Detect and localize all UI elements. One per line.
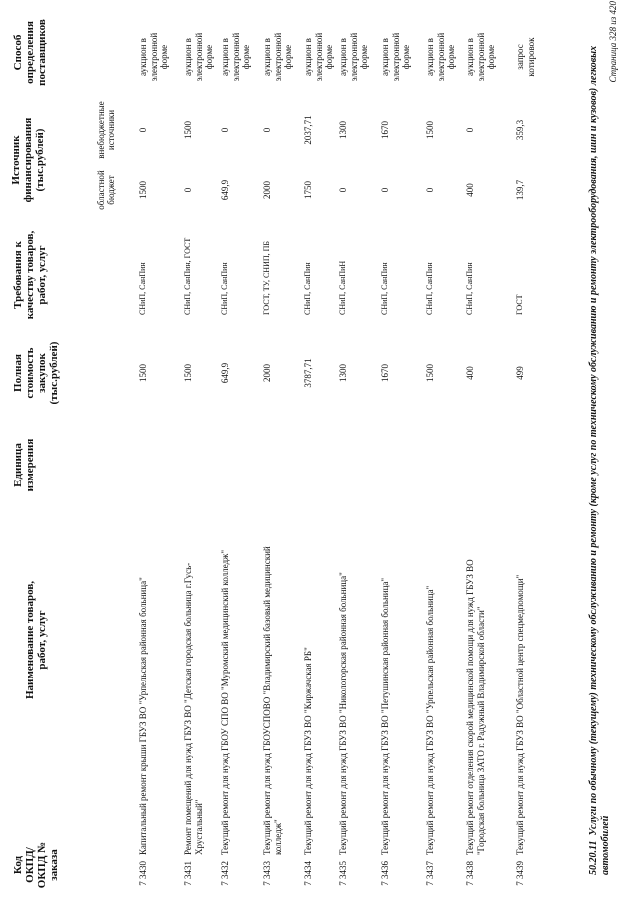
row-name: Текущий ремонт для нужд ГБОУСПОВО "Владимирский базовый медицинский колледж" — [262, 546, 283, 855]
row-requirements: СНиП, СанПин — [220, 262, 229, 315]
row-cost: 400 — [465, 366, 475, 380]
row-budget: 400 — [465, 183, 475, 197]
row-requirements: СНиП, СанПин — [303, 262, 312, 315]
row-method: аукцион в электронной форме — [338, 32, 369, 82]
row-extra: 2037,71 — [303, 115, 313, 145]
header-method: Способ определения поставщиков — [12, 19, 48, 86]
header-source-budget: областной бюджет — [96, 170, 116, 210]
row-requirements: СНиП, СанПиН — [338, 260, 347, 315]
row-cost: 1500 — [425, 364, 435, 382]
section-code: 50.20.11 — [588, 840, 599, 875]
row-method: аукцион в электронной форме — [220, 32, 251, 82]
row-name: Текущий ремонт для нужд ГБУЗ ВО "Петушинская районная больница" — [380, 577, 390, 855]
row-extra: 1500 — [183, 121, 193, 139]
row-name: Текущий ремонт для нужд ГБУЗ ВО "Киржачская РБ" — [303, 647, 313, 855]
row-method: аукцион в электронной форме — [465, 32, 496, 82]
row-requirements: СНиП, СанПин — [425, 262, 434, 315]
header-source-extra: внебюджетные источники — [96, 101, 116, 159]
row-budget: 1500 — [138, 181, 148, 199]
header-name: Наименование товаров, работ, услуг — [24, 580, 48, 700]
row-method: аукцион в электронной форме — [380, 32, 411, 82]
row-budget: 0 — [380, 187, 390, 193]
row-budget: 1750 — [303, 181, 313, 199]
row-number: 7 3436 — [380, 861, 390, 886]
header-cost: Полная стоимость закупок (тыс.рублей) — [12, 341, 60, 405]
row-budget: 0 — [338, 187, 348, 193]
row-extra: 0 — [138, 127, 148, 133]
row-budget: 139,7 — [515, 179, 525, 201]
header-source: Источник финансирования (тыс.рублей) — [10, 117, 46, 203]
row-budget: 2000 — [262, 181, 272, 199]
section-text: Услуги по обычному (текущему) техническому обслуживанию и ремонту (кроме услуг по техническому обслуживанию и ремонту электрооборудования, шин и кузовов) легковых автомобилей — [588, 45, 611, 875]
row-number: 7 3431 — [183, 861, 193, 886]
row-requirements: ГОСТ, ТУ, СНИП, ПБ — [262, 240, 271, 315]
row-name: Текущий ремонт для нужд ГБУЗ ВО "Областной центр спецмедпомощи" — [515, 574, 525, 855]
row-budget: 0 — [425, 187, 435, 193]
row-extra: 359,3 — [515, 119, 525, 141]
row-extra: 1300 — [338, 121, 348, 139]
row-method: запрос котировок — [515, 37, 536, 77]
row-number: 7 3430 — [138, 861, 148, 886]
row-name: Текущий ремонт для нужд ГБУЗ ВО "Урпельская районная больница" — [425, 585, 435, 855]
row-name: Текущий ремонт отделения скорой медицинской помощи для нужд ГБУЗ ВО "Городская больница ЗАТО г. Радужный Владимирской области" — [465, 559, 486, 855]
row-method: аукцион в электронной форме — [303, 32, 334, 82]
row-extra: 1670 — [380, 121, 390, 139]
row-method: аукцион в электронной форме — [183, 32, 214, 82]
row-cost: 3787,71 — [303, 358, 313, 388]
row-method: аукцион в электронной форме — [138, 32, 169, 82]
row-cost: 1500 — [183, 364, 193, 382]
row-cost: 1670 — [380, 364, 390, 382]
row-method: аукцион в электронной форме — [262, 32, 293, 82]
row-number: 7 3438 — [465, 861, 475, 886]
row-name: Текущий ремонт для нужд ГБУЗ ВО "Никологорская районная больница" — [338, 572, 348, 855]
section-heading — [588, 35, 612, 875]
header-code: Код ОКПД/ ОКПД № заказа — [12, 841, 60, 889]
header-unit: Единица измерения — [12, 438, 36, 492]
row-name: Ремонт помещений для нужд ГБУЗ ВО "Детская городская больница г.Гусь-Хрустальный" — [183, 562, 204, 855]
row-extra: 0 — [220, 127, 230, 133]
row-cost: 2000 — [262, 364, 272, 382]
row-number: 7 3433 — [262, 861, 272, 886]
row-name: Текущий ремонт для нужд ГБОУ СПО ВО "Муромский медицинский колледж" — [220, 549, 230, 855]
row-requirements: СНиП, СанПин — [138, 262, 147, 315]
row-budget: 0 — [183, 187, 193, 193]
row-number: 7 3435 — [338, 861, 348, 886]
row-name: Капитальный ремонт крыши ГБУЗ ВО "Урпельская районная больница" — [138, 577, 148, 855]
row-number: 7 3437 — [425, 861, 435, 886]
row-extra: 0 — [465, 127, 475, 133]
page-number: Страница 328 из 420 — [608, 1, 618, 83]
row-budget: 649,9 — [220, 179, 230, 201]
row-requirements: ГОСТ — [515, 294, 524, 315]
row-cost: 649,9 — [220, 362, 230, 384]
row-number: 7 3439 — [515, 861, 525, 886]
row-method: аукцион в электронной форме — [425, 32, 456, 82]
row-requirements: СНиП, СанПин — [465, 262, 474, 315]
row-extra: 0 — [262, 127, 272, 133]
row-number: 7 3434 — [303, 861, 313, 886]
row-number: 7 3432 — [220, 861, 230, 886]
row-requirements: СНиП, СанПин — [380, 262, 389, 315]
row-cost: 1300 — [338, 364, 348, 382]
header-requirements: Требования к качеству товаров, работ, услуг — [12, 230, 48, 320]
row-cost: 1500 — [138, 364, 148, 382]
row-requirements: СНиП, СанПин, ГОСТ — [183, 237, 192, 315]
row-extra: 1500 — [425, 121, 435, 139]
row-cost: 499 — [515, 366, 525, 380]
